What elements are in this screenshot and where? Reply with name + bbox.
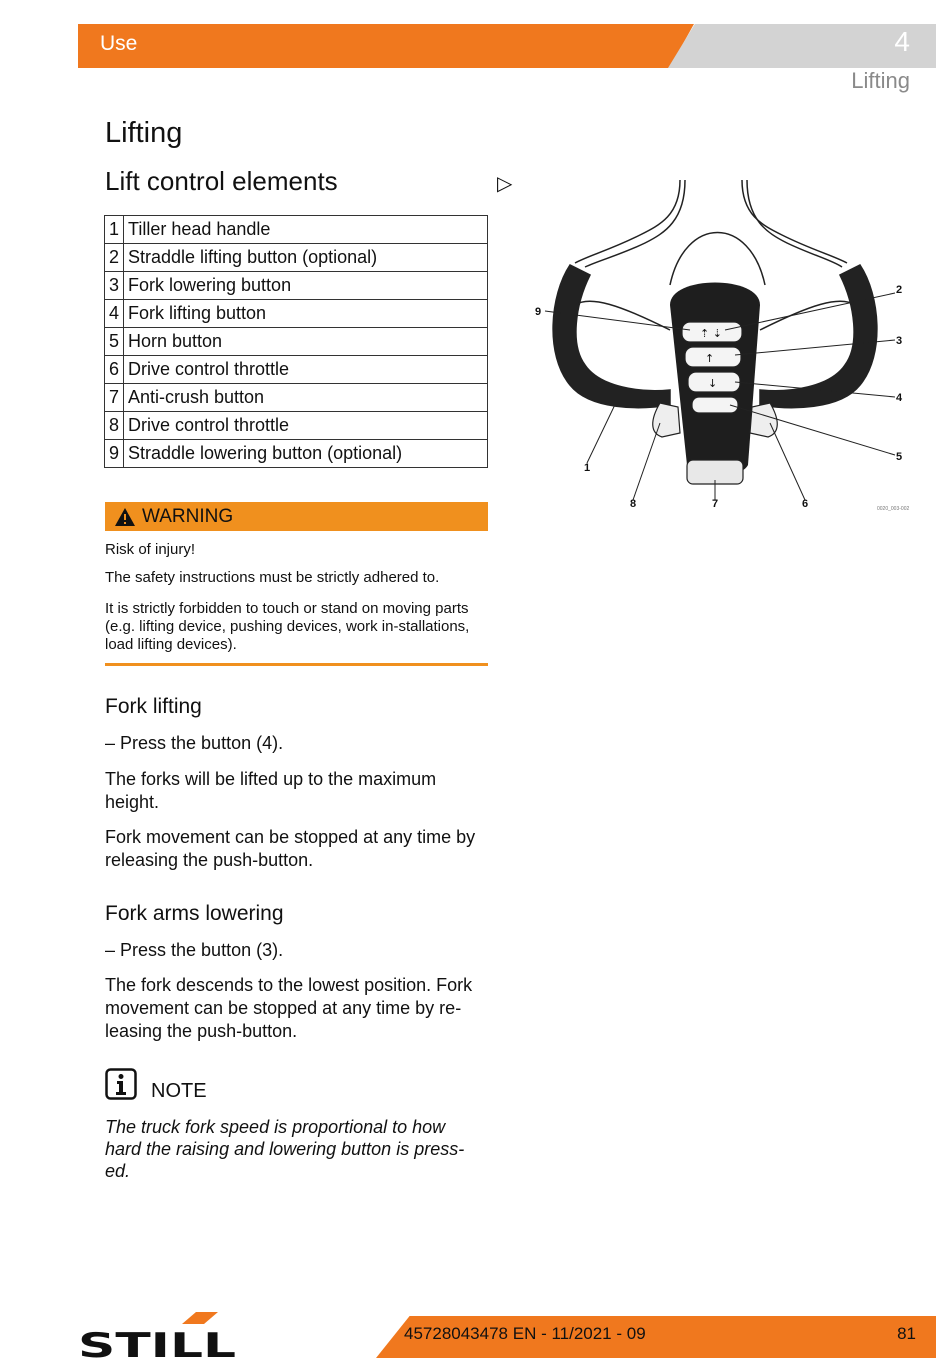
legend-label: Straddle lowering button (optional)	[124, 440, 488, 468]
section-title: Lift control elements	[105, 166, 338, 196]
legend-label: Drive control throttle	[124, 356, 488, 384]
info-icon	[105, 1068, 137, 1100]
still-logo-text: STILL	[78, 1326, 236, 1360]
legend-label: Fork lifting button	[124, 300, 488, 328]
callout-9: 9	[535, 306, 542, 318]
header-bar	[78, 24, 694, 68]
legend-number: 3	[105, 272, 124, 300]
warning-text-3: It is strictly forbidden to touch or stand on moving parts (e.g. lifting device, pushing devices, work in-stallations, load lifting devices).	[105, 600, 470, 653]
fork-lowering-step: – Press the button (3).	[105, 940, 284, 960]
legend-label: Straddle lifting button (optional)	[124, 244, 488, 272]
warning-text-2: The safety instructions must be strictly adhered to.	[105, 569, 440, 586]
footer-page-number: 81	[897, 1324, 916, 1343]
legend-row	[105, 216, 488, 244]
legend-row	[105, 356, 488, 384]
header-section: Use	[100, 32, 138, 55]
legend-row	[105, 244, 488, 272]
note-title: NOTE	[151, 1080, 207, 1102]
callout-1: 1	[584, 462, 591, 474]
legend-row	[105, 300, 488, 328]
legend-number: 2	[105, 244, 124, 272]
legend-table	[104, 215, 488, 468]
callout-7: 7	[712, 498, 719, 510]
svg-text:⇡ ⇣: ⇡ ⇣	[700, 327, 722, 340]
figure-image-code: 0020_003-002	[877, 506, 910, 512]
legend-number: 4	[105, 300, 124, 328]
legend-label: Fork lowering button	[124, 272, 488, 300]
note-text: The truck fork speed is proportional to how hard the raising and lowering button is press-ed.	[105, 1117, 465, 1181]
tiller-head-figure	[530, 175, 910, 515]
legend-row	[105, 328, 488, 356]
page-title: Lifting	[105, 117, 183, 149]
svg-text:↑: ↑	[705, 352, 715, 365]
fork-lifting-heading: Fork lifting	[105, 695, 202, 718]
warning-divider	[105, 663, 488, 666]
legend-row	[105, 384, 488, 412]
callout-8: 8	[630, 498, 637, 510]
fork-lowering-text: The fork descends to the lowest position. Fork movement can be stopped at any time by re-leasing the push-button.	[105, 975, 473, 1041]
legend-number: 9	[105, 440, 124, 468]
callout-3: 3	[896, 335, 903, 347]
fork-lowering-heading: Fork arms lowering	[105, 902, 284, 925]
legend-number: 6	[105, 356, 124, 384]
legend-label: Tiller head handle	[124, 216, 488, 244]
fork-lifting-text-2: Fork movement can be stopped at any time by releasing the push-button.	[105, 827, 476, 870]
legend-number: 8	[105, 412, 124, 440]
warning-text-1: Risk of injury!	[105, 541, 196, 558]
legend-label: Drive control throttle	[124, 412, 488, 440]
fork-lifting-step: – Press the button (4).	[105, 733, 284, 753]
callout-4: 4	[896, 392, 903, 404]
legend-row	[105, 272, 488, 300]
figure-pointer-icon: ▷	[497, 173, 513, 195]
callout-5: 5	[896, 451, 903, 463]
legend-label: Horn button	[124, 328, 488, 356]
warning-title: WARNING	[142, 505, 234, 527]
still-logo	[78, 1310, 238, 1360]
header-chapter-number: 4	[894, 26, 910, 57]
legend-number: 7	[105, 384, 124, 412]
legend-row	[105, 440, 488, 468]
callout-2: 2	[896, 284, 903, 296]
legend-label: Anti-crush button	[124, 384, 488, 412]
callout-6: 6	[802, 498, 809, 510]
legend-number: 5	[105, 328, 124, 356]
warning-bar	[105, 502, 488, 531]
legend-row	[105, 412, 488, 440]
footer-doc-number: 45728043478 EN - 11/2021 - 09	[404, 1324, 646, 1343]
warning-icon	[114, 507, 136, 527]
fork-lifting-text-1: The forks will be lifted up to the maximum height.	[105, 769, 437, 812]
header-subsection: Lifting	[851, 68, 910, 93]
svg-text:↓: ↓	[708, 377, 718, 390]
legend-number: 1	[105, 216, 124, 244]
